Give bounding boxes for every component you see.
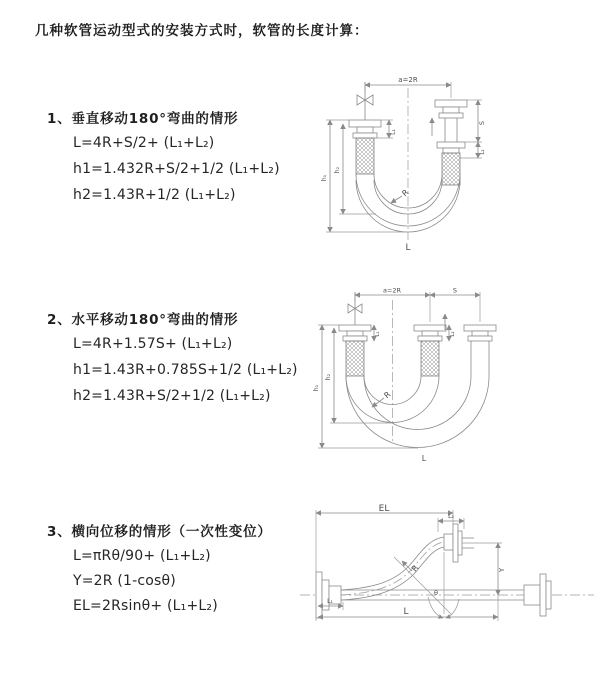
length-label: L [421,454,427,463]
dimension-el [316,504,453,572]
radius-label: R [400,187,411,199]
right-braid-hose [442,153,460,185]
middle-braid-hose [421,341,439,376]
dim-h2-label: h₂ [325,373,332,381]
right-pipe [445,118,457,142]
section-1-formula-h2: h2=1.43R+1/2 (L₁+L₂) [73,187,236,203]
hose-bend-arcs [346,376,489,448]
left-braid-hose [356,138,374,174]
radius-label: R [409,563,421,574]
section-3-formula-EL: EL=2Rsinθ+ (L₁+L₂) [73,598,218,614]
right-flange-top [435,100,467,118]
page-title: 几种软管运动型式的安装方式时，软管的长度计算： [35,23,369,39]
section-3-formula-Y: Y=2R (1-cosθ) [73,573,176,589]
left-braid-hose [346,341,364,376]
section-2-formula-L: L=4R+1.57S+ (L₁+L₂) [73,336,233,352]
middle-flange [414,325,446,341]
length-label: L [403,607,409,617]
section-2-formula-h1: h1=1.43R+0.785S+1/2 (L₁+L₂) [73,362,298,378]
dim-l1-label: L₁ [375,331,381,337]
angle-theta-label: θ [434,589,438,597]
dim-l2-label: L₂ [480,149,486,155]
section-2-formula-h2: h2=1.43R+S/2+1/2 (L₁+L₂) [73,388,271,404]
right-flange [524,574,551,616]
diagram-vertical-180-bend [312,74,547,259]
hose-s-curve [341,537,444,600]
dim-l1-label: L₁ [390,129,397,135]
dimension-s [430,287,480,296]
dim-a2r-label: a=2R [398,76,418,84]
dim-s-label: S [452,286,458,295]
section-3-heading: 3、横向位移的情形（一次性变位） [47,524,272,540]
dimension-a2r [355,287,480,323]
valve-icon [357,82,373,120]
dimension-l2 [438,513,464,532]
dimension-l1 [374,325,381,341]
diagram-lateral-displacement [298,502,598,654]
section-3-formula-L: L=πRθ/90+ (L₁+L₂) [73,548,211,564]
radius-label: R [382,389,393,401]
section-2-heading: 2、水平移动180°弯曲的情形 [47,312,239,328]
dim-el-label: EL [378,504,390,514]
dim-l2-label: L₂ [450,331,456,337]
right-flange-lower [437,142,465,153]
left-flange [316,572,341,618]
diagram-horizontal-180-bend [312,284,552,469]
dim-s-label: S [478,120,486,126]
dim-l1-label: L₁ [327,598,333,605]
section-1-formula-h1: h1=1.432R+S/2+1/2 (L₁+L₂) [73,161,280,177]
dim-h1-label: h₁ [321,174,328,182]
left-flange [339,325,371,341]
dimension-l2 [449,325,456,341]
section-1-formula-L: L=4R+S/2+ (L₁+L₂) [73,135,215,151]
right-pipe [471,341,489,376]
dim-a2r-label: a=2R [382,286,402,295]
section-1-heading: 1、垂直移动180°弯曲的情形 [47,111,239,127]
valve-icon [348,292,362,325]
dim-l2-label: L₂ [448,513,454,520]
length-label: L [405,243,411,253]
dim-h1-label: h₁ [313,384,320,392]
right-flange [464,325,496,341]
dim-h2-label: h₂ [334,166,341,174]
dimension-s [465,100,486,142]
left-flange [349,120,381,138]
dimension-y [462,543,506,595]
dim-y-label: Y [498,567,506,573]
